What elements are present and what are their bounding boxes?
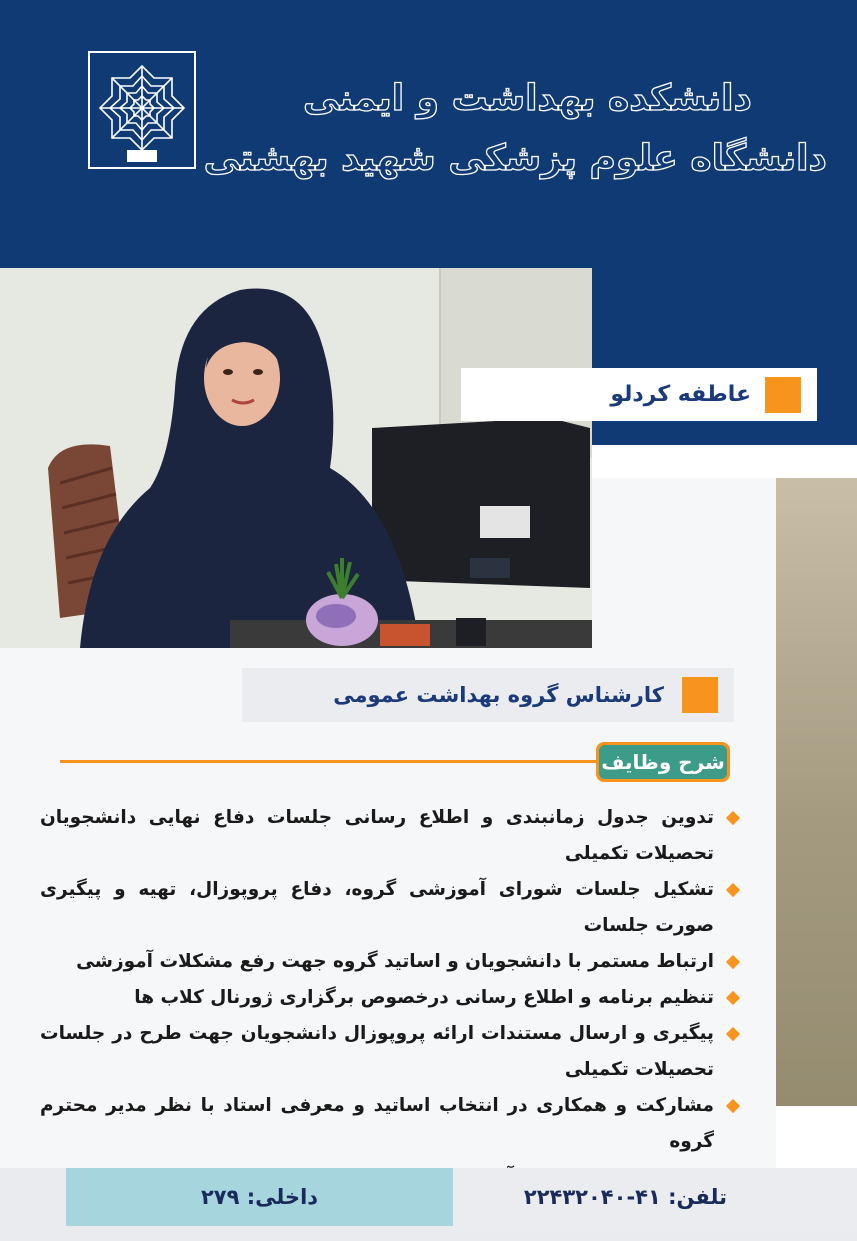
name-card: [461, 368, 817, 421]
staff-role: کارشناس گروه بهداشت عمومی: [333, 683, 664, 707]
diamond-bullet-icon: [726, 811, 740, 825]
diamond-bullet-icon: [726, 955, 740, 969]
office-scene-icon: [0, 268, 592, 648]
extension-number: داخلی: ۲۷۹: [200, 1185, 319, 1209]
diamond-bullet-icon: [726, 991, 740, 1005]
list-item: [40, 800, 740, 872]
duty-text: پیگیری و ارسال مستندات ارائه پروپوزال دانشجویان جهت طرح در جلسات تحصیلات تکمیلی: [40, 1023, 714, 1080]
duty-text: مشارکت و همکاری در انتخاب اساتید و معرفی استاد با نظر مدیر محترم گروه: [40, 1095, 714, 1152]
duties-badge: [596, 742, 730, 782]
diamond-bullet-icon: [726, 1099, 740, 1113]
university-logo-icon: [87, 50, 197, 170]
role-card: [242, 668, 734, 722]
university-title: دانشگاه علوم پزشکی شهید بهشتی: [203, 138, 827, 179]
phone-number: تلفن: ۴۱-۲۲۴۳۲۰۴۰: [523, 1185, 727, 1209]
diamond-bullet-icon: [726, 883, 740, 897]
duty-text: تنظیم برنامه و اطلاع رسانی درخصوص برگزاری ژورنال کلاب ها: [134, 987, 714, 1008]
duty-text: تدوین جدول زمانبندی و اطلاع رسانی جلسات دفاع نهایی دانشجویان تحصیلات تکمیلی: [40, 807, 714, 864]
list-item: [40, 980, 740, 1016]
faculty-title: دانشکده بهداشت و ایمنی: [303, 78, 752, 119]
section-divider: [60, 760, 620, 763]
list-item: [40, 872, 740, 944]
staff-name: عاطفه کردلو: [610, 382, 751, 407]
orange-square-icon: [765, 377, 801, 413]
list-item: [40, 1016, 740, 1088]
phone-box: [453, 1168, 857, 1226]
duty-text: ارتباط مستمر با دانشجویان و اساتید گروه جهت رفع مشکلات آموزشی: [76, 951, 714, 972]
duties-badge-inner: [599, 745, 727, 779]
duty-text: تشکیل جلسات شورای آموزشی گروه، دفاع پروپوزال، تهیه و پیگیری صورت جلسات: [40, 879, 714, 936]
orange-square-icon: [682, 677, 718, 713]
staff-photo: [0, 268, 592, 648]
list-item: [40, 944, 740, 980]
list-item: [40, 1088, 740, 1160]
diamond-bullet-icon: [726, 1027, 740, 1041]
duties-title: شرح وظایف: [601, 750, 725, 774]
extension-box: [66, 1168, 453, 1226]
decorative-stripe: [776, 478, 857, 1106]
